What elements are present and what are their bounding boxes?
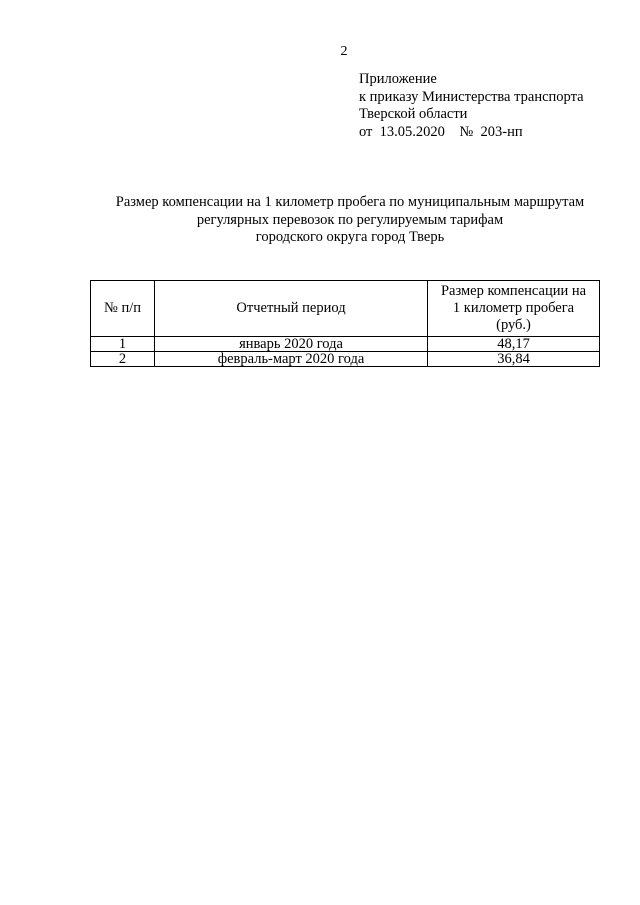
- table-header-row: [91, 281, 600, 337]
- table-row: [91, 352, 600, 367]
- order-date-prefix: от: [359, 123, 373, 140]
- row-period: февраль-март 2020 года: [154, 352, 427, 367]
- row-num: 1: [91, 337, 155, 352]
- row-period: январь 2020 года: [154, 337, 427, 352]
- row-value: 36,84: [428, 352, 600, 367]
- header-period: Отчетный период: [154, 281, 427, 337]
- appendix-order-ref: к приказу Министерства транспорта: [359, 88, 584, 105]
- appendix-order-line: [359, 124, 584, 142]
- header-value: [428, 281, 600, 337]
- appendix-region: Тверской области: [359, 106, 468, 122]
- table-row: [91, 337, 600, 352]
- appendix-title: Приложение: [359, 71, 437, 87]
- document-heading: [60, 194, 640, 247]
- heading-line-2: регулярных перевозок по регулируемым тарифам: [196, 211, 504, 228]
- header-value-line-1: Размер компенсации на: [440, 283, 587, 299]
- compensation-table: [90, 280, 600, 367]
- order-number: 203-нп: [480, 123, 523, 140]
- appendix-block: [359, 71, 584, 141]
- header-num: № п/п: [91, 281, 155, 337]
- heading-line-1: Размер компенсации на 1 километр пробега по муниципальным маршрутам: [115, 194, 585, 210]
- order-date: 13.05.2020: [379, 123, 445, 140]
- header-value-line-2: 1 километр пробега: [452, 300, 575, 316]
- row-num: 2: [91, 352, 155, 367]
- order-number-sign: №: [459, 123, 474, 140]
- row-value: 48,17: [428, 337, 600, 352]
- heading-line-3: городского округа город Тверь: [255, 229, 445, 245]
- page-number: 2: [340, 44, 348, 59]
- header-value-line-3: (руб.): [496, 317, 531, 333]
